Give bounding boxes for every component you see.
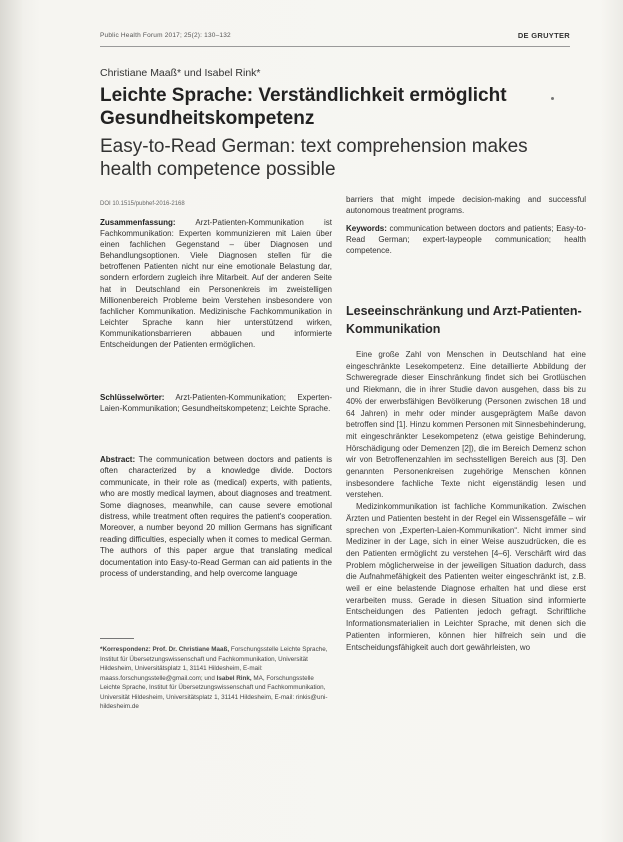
publisher-logo: DE GRUYTER bbox=[517, 31, 570, 40]
abstract-english bbox=[100, 454, 332, 579]
keywords-english bbox=[346, 223, 586, 256]
doi-line: DOI 10.1515/pubhef-2016-2168 bbox=[100, 201, 185, 207]
body-paragraph-1: Eine große Zahl von Menschen in Deutschland hat eine eingeschränkte Lesekompetenz. Eine detaillierte Abbildung der Schweregrade dieser Einschränkung findet sich bei Grotlüschen und Riekmann, die in ihrer Studie davon ausgehen, dass bis zu 40% der erwerbsfähigen Bevölkerung (Personen zwischen 18 und 64 Jahren) in mehr oder minder ausgeprägtem Maße davon betroffen sind [1]. Hinzu kommen Personen mit Sinnesbehinderung, mit eingeschränkter Lesekompetenz (etwa geistige Behinderung, Hörschädigung oder Demenzen [2]), die im Bereich Demenz schon wir von Betroffenenzahlen im sechsstelligen Bereich aus [3]. Den genannten Personenkreisen zugehörige Menschen können insbesondere fachliche Texte nicht eigenständig lesen und verstehen. bbox=[346, 350, 586, 500]
running-header bbox=[100, 32, 570, 47]
footnote-text-1: Forschungsstelle Leichte Sprache, Institut für Übersetzungswissenschaft und Fachkommunikation, Universität Hildesheim, Universitätsplatz 1, 31141 Hildesheim, E-mail: maass.forschungsstelle@gmail.com; und bbox=[100, 646, 328, 682]
section-heading: Leseeinschränkung und Arzt-Patienten-Kommunikation bbox=[346, 304, 582, 336]
scan-speck bbox=[551, 97, 554, 100]
keywords-english-label: Keywords: bbox=[346, 224, 387, 233]
footnote-divider bbox=[100, 638, 134, 639]
body-paragraph-2: Medizinkommunikation ist fachliche Kommunikation. Zwischen Ärzten und Patienten besteht in der Regel ein Wissensgefälle – wir sprechen von „Experten-Laien-Kommunikation“. Nicht immer sind Mediziner in der Lage, sich in einer Weise auszudrücken, die es den Patienten ermöglicht zu verstehen [4–6]. Verschärft wird das Problem möglicherweise in der jeweiligen Situation dadurch, dass die Aufnahmefähigkeit des Patienten weiter eingeschränkt ist, z.B. weil er eine belastende Diagnose erhalten hat und diese erst verarbeiten muss. Gerade in diesen Situation sind informierte Entscheidungen des Patienten jedoch gefragt. Schriftliche Informationsmaterialien in Leichter Sprache, mit denen sich die Patienten informieren, können hier hilfreich sein und die Entscheidungsfähigkeit auch dort gewährleisten, wo bbox=[346, 502, 586, 652]
footnote-lead: *Korrespondenz: Prof. Dr. Christiane Maaß, bbox=[100, 646, 230, 653]
abstract-german-label: Zusammenfassung: bbox=[100, 218, 176, 227]
abstract-continuation: barriers that might impede decision-making and successful autonomous treatment programs. bbox=[346, 195, 586, 216]
correspondence-footnote bbox=[100, 645, 332, 712]
journal-citation: Public Health Forum 2017; 25(2): 130–132 bbox=[100, 32, 231, 39]
title-german: Leichte Sprache: Verständlichkeit ermöglicht Gesundheitskompetenz bbox=[100, 85, 507, 129]
abstract-german bbox=[100, 217, 332, 350]
page-spine-shadow bbox=[0, 0, 22, 842]
keywords-german bbox=[100, 392, 332, 414]
abstract-german-text: Arzt-Patienten-Kommunikation ist Fachkommunikation: Experten kommunizieren mit Laien über einen fachlichen Gegenstand – über Diagnosen und Behandlungsoptionen. Viele Diagnosen stellen für die betroffenen Patienten nicht nur eine emotionale Belastung dar, sondern erfordern zugleich ihre Mitarbeit. Auf der anderen Seite hat in Deutschland ein Personenkreis im zweistelligen Millionenbereich Probleme beim Verstehen insbesondere von fachlicher Kommunikation. Medizinische Fachkommunikation in Leichter Sprache kann hier unterstützend wirken, Kommunikationsbarrieren abbauen und informierte Entscheidungen der Patienten ermöglichen. bbox=[100, 218, 333, 350]
author-line: Christiane Maaß* und Isabel Rink* bbox=[100, 67, 261, 79]
title-english: Easy-to-Read German: text comprehension makes health competence possible bbox=[100, 136, 528, 180]
section-body bbox=[346, 349, 586, 653]
footnote-lead-2: Isabel Rink, bbox=[216, 674, 252, 682]
abstract-english-text: The communication between doctors and patients is often characterized by a knowledge divide. Doctors communicate, in their role as (medical) experts, with patients, who are mostly medical laymen, about diagnoses and treatment. Some diagnoses, meanwhile, can cause severe emotional distress, while treatment often requires the patient's cooperation. Moreover, a number beyond 20 million Germans has significant reading difficulties, especially when it comes to medical German. The authors of this paper argue that translating medical documentation into Easy-to-Read German can aid patients in the process of understanding, and help overcome language bbox=[100, 455, 333, 579]
keywords-german-label: Schlüsselwörter: bbox=[100, 393, 165, 402]
keywords-german-text: Arzt-Patienten-Kommunikation; Experten-Laien-Kommunikation; Gesundheitskompetenz; Leichte Sprache. bbox=[100, 393, 332, 414]
keywords-english-text: communication between doctors and patients; Easy-to-Read German; expert-laypeople communication; health competence. bbox=[346, 224, 586, 256]
footnote-text-2: MA, Forschungsstelle Leichte Sprache, Institut für Übersetzungswissenschaft und Fachkommunikation, Universität Hildesheim, Universitätsplatz 1, 31141 Hildesheim, E-mail: rinkis@uni-hildesheim.de bbox=[100, 674, 328, 710]
abstract-english-label: Abstract: bbox=[100, 455, 136, 464]
